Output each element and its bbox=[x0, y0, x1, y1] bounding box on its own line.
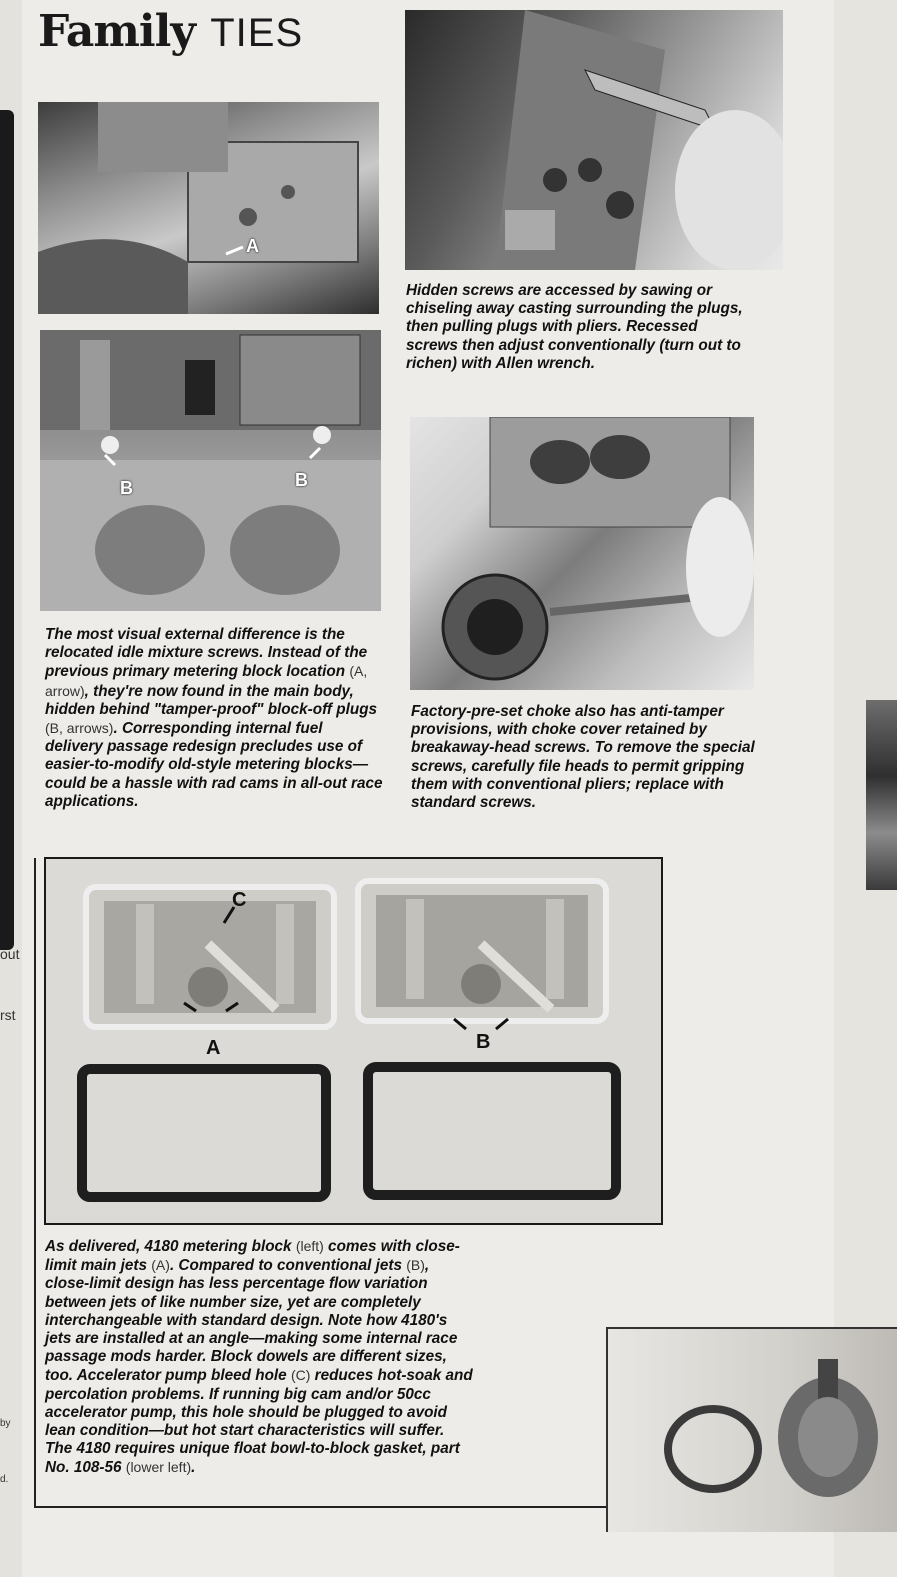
tamper-plugs-photo bbox=[40, 330, 381, 611]
label-b-left: B bbox=[120, 478, 133, 498]
adjacent-text-fragment: d. bbox=[0, 1474, 9, 1485]
section-heading bbox=[38, 6, 304, 57]
heading-light: TIES bbox=[210, 11, 304, 55]
adjacent-text-fragment: by bbox=[0, 1418, 11, 1429]
label-c: C bbox=[232, 889, 247, 911]
frame-rule-left bbox=[34, 858, 36, 1508]
frame-rule-bottom bbox=[34, 1506, 609, 1508]
label-a: A bbox=[206, 1037, 221, 1059]
carburetor-photo bbox=[38, 102, 379, 314]
caption-metering-block: As delivered, 4180 metering block (left) comes with close-limit main jets (A). Compared to conventional jets (B), close-limit design has less percentage flow variation between jets of like number size, yet are completely interchangeable with standard design. Note how 4180's jets are installed at an angle—making some internal race passage mods harder. Block dowels are different sizes, too. Accelerator pump bleed hole (C) reduces hot-soak and percolation problems. If running big cam and/or 50cc accelerator pump, this hole should be plugged to avoid lean condition—but hot start characteristics will suffer. The 4180 requires unique float bowl-to-block gasket, part No. 108-56 (lower left). bbox=[45, 1238, 473, 1477]
label-a-arrow: A bbox=[246, 236, 259, 256]
caption-choke: Factory-pre-set choke also has anti-tamper provisions, with choke cover retained by breakaway-head screws. To remove the special screws, carefully file heads to permit gripping them with conventional pliers; replace with standard screws. bbox=[411, 703, 755, 812]
adjacent-text-fragment: out bbox=[0, 946, 20, 962]
heading-bold: Family bbox=[38, 6, 195, 57]
pliers-photo bbox=[405, 10, 783, 270]
caption-visual-difference: The most visual external difference is the relocated idle mixture screws. Instead of the previous primary metering block location (A, arrow), they're now found in the main body, hidden behind "tamper-proof" block-off plugs (B, arrows). Corresponding internal fuel delivery passage redesign precludes use of easier-to-modify old-style metering blocks—could be a hassle with rad cams in all-out race applications. bbox=[45, 626, 383, 810]
bottom-parts-photo bbox=[606, 1327, 897, 1532]
label-b-right: B bbox=[295, 470, 308, 490]
label-b: B bbox=[476, 1031, 491, 1053]
caption-hidden-screws: Hidden screws are accessed by sawing or chiseling away casting surrounding the plugs, then pulling plugs with pliers. Recessed screws then adjust conventionally (turn out to richen) with Allen wrench. bbox=[406, 282, 743, 372]
adjacent-text-fragment: rst bbox=[0, 1007, 16, 1023]
adjacent-page-strip bbox=[0, 0, 22, 1577]
adjacent-page-photo bbox=[866, 700, 897, 890]
choke-photo bbox=[410, 417, 754, 690]
adjacent-page-graphic bbox=[0, 110, 14, 950]
metering-block-photo bbox=[44, 857, 663, 1225]
